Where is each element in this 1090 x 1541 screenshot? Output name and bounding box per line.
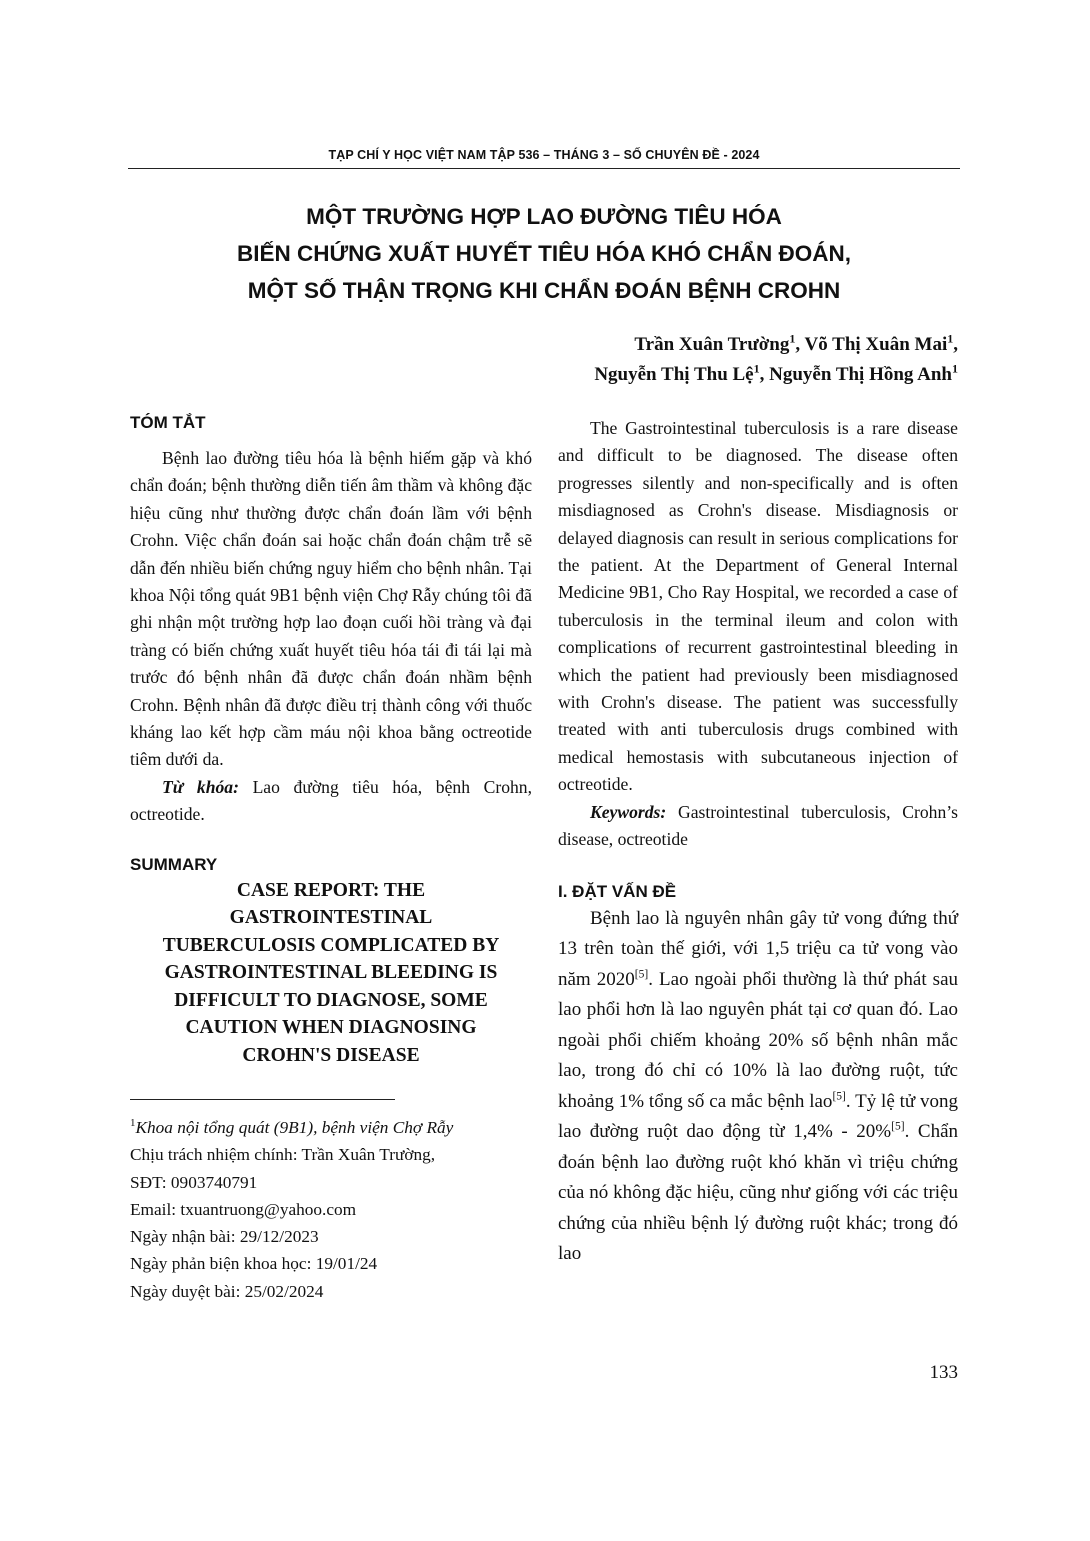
affiliation-mark: 1 xyxy=(753,361,760,376)
author-separator: , xyxy=(953,334,958,355)
author-name: Nguyễn Thị Thu Lệ xyxy=(594,364,754,385)
email: Email: txuantruong@yahoo.com xyxy=(130,1199,357,1219)
affiliation-text: Khoa nội tổng quát (9B1), bệnh viện Chợ Rẫy xyxy=(135,1117,454,1137)
abstract-en-keywords xyxy=(558,799,958,854)
accepted-date: Ngày duyệt bài: 25/02/2024 xyxy=(130,1281,324,1301)
received-date: Ngày nhận bài: 29/12/2023 xyxy=(130,1227,319,1247)
journal-header: TẠP CHÍ Y HỌC VIỆT NAM TẬP 536 – THÁNG 3 – SỐ CHUYÊN ĐỀ - 2024 xyxy=(328,148,760,162)
summary-heading: SUMMARY xyxy=(130,854,218,874)
keywords-text: Lao đường tiêu hóa, bệnh Crohn, octreotide. xyxy=(130,776,532,825)
summary-title-line: CROHN'S DISEASE xyxy=(242,1044,420,1066)
affiliation-mark: 1 xyxy=(789,331,796,346)
affiliation-mark: 1 xyxy=(130,1117,136,1130)
author-list xyxy=(594,330,958,390)
author-line xyxy=(594,360,958,390)
author-separator: , xyxy=(795,334,805,355)
author-name: Nguyễn Thị Hồng Anh xyxy=(769,364,952,385)
keywords-label: Keywords: xyxy=(590,801,667,822)
summary-title-line: CAUTION WHEN DIAGNOSING xyxy=(185,1017,477,1039)
summary-title-line: GASTROINTESTINAL BLEEDING IS xyxy=(164,962,498,984)
header-rule xyxy=(128,168,960,169)
abstract-vi-keywords xyxy=(130,774,532,829)
abstract-vi-text: Bệnh lao đường tiêu hóa là bệnh hiếm gặp và khó chẩn đoán; bệnh thường diễn tiến âm thầm và không đặc hiệu cũng như thường được chẩn đoán lầm với bệnh Crohn. Việc chẩn đoán sai hoặc chẩn đoán chậm trễ sẽ dẫn đến nhiều biến chứng nguy hiểm cho bệnh nhân. Tại khoa Nội tổng quát 9B1 bệnh viện Chợ Rẫy chúng tôi đã ghi nhận một trường hợp lao đoạn cuối hồi tràng và đại tràng có biến chứng xuất huyết tiêu hóa tái đi tái lại mà trước đó bệnh nhân đã được chẩn đoán nhầm bệnh Crohn. Bệnh nhân đã được điều trị thành công với thuốc kháng lao kết hợp cầm máu nội khoa bằng octreotide tiêm dưới da. xyxy=(130,448,532,770)
affiliation-mark: 1 xyxy=(947,331,954,346)
author-name: Võ Thị Xuân Mai xyxy=(804,334,948,355)
abstract-vi-heading: TÓM TẮT xyxy=(130,413,206,432)
author-name: Trần Xuân Trường xyxy=(634,334,790,355)
summary-title-line: TUBERCULOSIS COMPLICATED BY xyxy=(162,934,500,956)
page-number: 133 xyxy=(929,1362,958,1383)
footnote-rule xyxy=(130,1099,395,1100)
section-body: Bệnh lao là nguyên nhân gây tử vong đứng thứ 13 trên toàn thế giới, với 1,5 triệu ca tử vong vào năm 2020[5]. Lao ngoài phổi thường là thứ phát sau lao phổi hơn là lao nguyên phát tại cơ quan đó. Lao ngoài phổi chiếm khoảng 20% số bệnh nhân mắc lao, trong đó chỉ có 10% là lao đường ruột, tức khoảng 1% tổng số ca mắc bệnh lao[5]. Tỷ lệ tử vong lao đường ruột dao động từ 1,4% - 20%[5]. Chẩn đoán bệnh lao đường ruột khó khăn vì triệu chứng của nó không đặc hiệu, cũng như giống với các triệu chứng của nhiều bệnh lý đường ruột khác; trong đó lao xyxy=(558,907,959,1264)
phone: SĐT: 0903740791 xyxy=(130,1172,258,1192)
citation: [5] xyxy=(891,1120,905,1133)
footnote-affiliation xyxy=(130,1110,532,1141)
left-column xyxy=(130,413,532,1305)
article-title xyxy=(128,198,960,309)
author-separator: , xyxy=(759,364,770,385)
keywords-text: Gastrointestinal tuberculosis, Crohn’s disease, octreotide xyxy=(558,801,959,850)
citation: [5] xyxy=(832,1090,846,1103)
summary-title xyxy=(130,877,532,1070)
review-date: Ngày phản biện khoa học: 19/01/24 xyxy=(130,1254,378,1274)
abstract-en-text: The Gastrointestinal tuberculosis is a rare disease and difficult to be diagnosed. The disease often progresses silently and non-specifically and is often misdiagnosed as Crohn's disease. Misdiagnosis or delayed diagnosis can result in serious complications for the patient. At the Department of General Internal Medicine 9B1, Cho Ray Hospital, we recorded a case of tuberculosis in the terminal ileum and colon with complications of recurrent gastrointestinal bleeding in which the patient had previously been misdiagnosed with Crohn's disease. The patient was successfully treated with anti tuberculosis drugs combined with medical hemostasis with subcutaneous injection of octreotide. xyxy=(558,418,958,795)
author-line xyxy=(594,330,958,360)
title-line: MỘT SỐ THẬN TRỌNG KHI CHẨN ĐOÁN BỆNH CROHN xyxy=(247,278,841,303)
citation: [5] xyxy=(634,968,649,981)
corresponding-author: Chịu trách nhiệm chính: Trần Xuân Trường, xyxy=(130,1145,436,1165)
affiliation-mark: 1 xyxy=(952,361,958,376)
section-heading: I. ĐẶT VẤN ĐỀ xyxy=(558,881,677,901)
footnote xyxy=(130,1110,532,1305)
title-line: MỘT TRƯỜNG HỢP LAO ĐƯỜNG TIÊU HÓA xyxy=(306,204,782,229)
summary-title-line: DIFFICULT TO DIAGNOSE, SOME xyxy=(174,989,488,1011)
summary-title-line: CASE REPORT: THE xyxy=(236,879,426,901)
title-line: BIẾN CHỨNG XUẤT HUYẾT TIÊU HÓA KHÓ CHẨN ĐOÁN, xyxy=(236,241,852,266)
summary-title-line: GASTROINTESTINAL xyxy=(229,907,433,929)
keywords-label: Từ khóa: xyxy=(162,776,239,797)
right-column xyxy=(558,413,958,1270)
